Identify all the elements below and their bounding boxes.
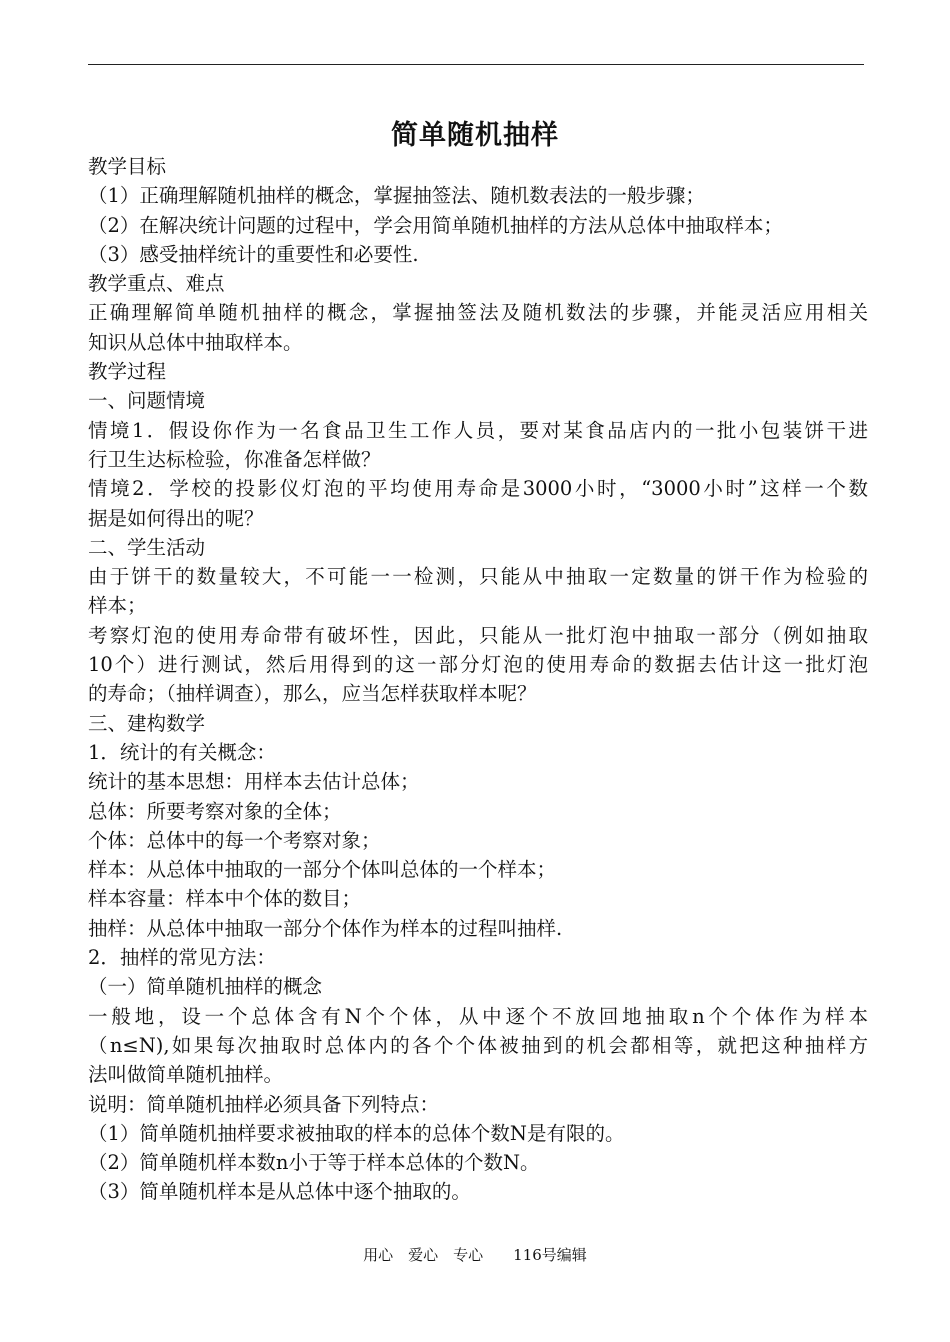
text-line: 2．抽样的常见方法：	[88, 946, 276, 970]
text-line: （一）简单随机抽样的概念	[88, 975, 323, 999]
text-line: 样本：从总体中抽取的一部分个体叫总体的一个样本；	[88, 858, 557, 882]
text-line: 个体：总体中的每一个考察对象；	[88, 828, 381, 852]
text-line: （3）感受抽样统计的重要性和必要性.	[88, 242, 419, 266]
text-line: 一、问题情境	[88, 389, 206, 413]
text-line: 一般地，设一个总体含有N个个体，从中逐个不放回地抽取n个个体作为样本	[88, 1004, 868, 1028]
text-line: （n≤N),如果每次抽取时总体内的各个个体被抽到的机会都相等，就把这种抽样方	[88, 1033, 868, 1057]
text-line: 知识从总体中抽取样本。	[88, 330, 303, 354]
text-line: 统计的基本思想：用样本去估计总体；	[88, 770, 420, 794]
text-line: 教学重点、难点	[88, 272, 225, 296]
text-line: （1）正确理解随机抽样的概念，掌握抽签法、随机数表法的一般步骤；	[88, 184, 705, 208]
text-line: 教学过程	[88, 360, 167, 384]
text-line: 三、建构数学	[88, 711, 206, 735]
page-footer: 用心 爱心 专心 116号编辑	[363, 1246, 587, 1264]
text-line: 据是如何得出的呢？	[88, 506, 264, 530]
text-line: 由于饼干的数量较大，不可能一一检测，只能从中抽取一定数量的饼干作为检验的	[88, 565, 868, 589]
text-line: 教学目标	[88, 155, 167, 178]
text-line: 行卫生达标检验，你准备怎样做？	[88, 447, 381, 471]
header-rule	[88, 64, 864, 65]
text-line: 10个）进行测试，然后用得到的这一部分灯泡的使用寿命的数据去估计这一批灯泡	[88, 653, 868, 677]
document-body	[88, 152, 868, 1207]
text-line: 总体：所要考察对象的全体；	[88, 799, 342, 823]
text-line: 抽样：从总体中抽取一部分个体作为样本的过程叫抽样.	[88, 916, 563, 940]
text-line: 1．统计的有关概念：	[88, 740, 276, 764]
text-line: （2）在解决统计问题的过程中，学会用简单随机抽样的方法从总体中抽取样本；	[88, 213, 783, 237]
document-title: 简单随机抽样	[391, 120, 559, 151]
text-line: 的寿命；（抽样调查），那么，应当怎样获取样本呢？	[88, 682, 537, 706]
text-line: 说明：简单随机抽样必须具备下列特点：	[88, 1092, 440, 1116]
text-line: 正确理解简单随机抽样的概念，掌握抽签法及随机数法的步骤，并能灵活应用相关	[88, 301, 868, 325]
text-line: 样本容量：样本中个体的数目；	[88, 887, 362, 911]
text-line: （1）简单随机抽样要求被抽取的样本的总体个数N是有限的。	[88, 1121, 625, 1145]
text-line: 样本；	[88, 594, 147, 618]
text-line: 考察灯泡的使用寿命带有破坏性，因此，只能从一批灯泡中抽取一部分（例如抽取	[88, 623, 868, 647]
text-line: 二、学生活动	[88, 535, 206, 559]
text-line: （2）简单随机样本数n小于等于样本总体的个数N。	[88, 1151, 540, 1175]
text-line: （3）简单随机样本是从总体中逐个抽取的。	[88, 1180, 471, 1204]
text-line: 情境1．假设你作为一名食品卫生工作人员，要对某食品店内的一批小包装饼干进	[88, 418, 868, 442]
text-line: 情境2．学校的投影仪灯泡的平均使用寿命是3000小时，“3000小时”这样一个数	[88, 477, 868, 501]
text-line: 法叫做简单随机抽样。	[88, 1063, 284, 1087]
